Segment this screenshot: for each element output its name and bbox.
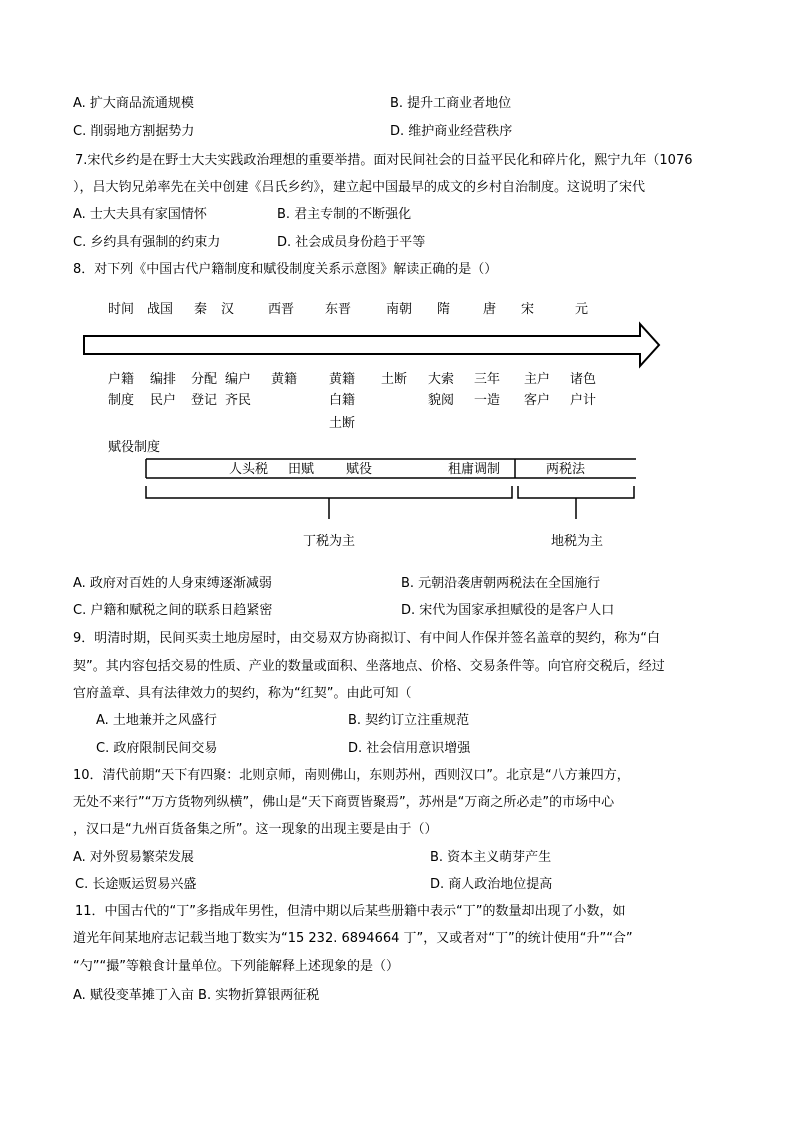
- hukou-label: 白籍: [329, 393, 356, 408]
- hukou-label: 貌阅: [428, 393, 455, 408]
- q7-option-a: A. 士大夫具有家国情怀: [73, 207, 207, 222]
- q9-option-b: B. 契约订立注重规范: [348, 713, 470, 728]
- hukou-label: 大索: [428, 372, 455, 387]
- q6-option-b: B. 提升工商业者地位: [390, 96, 512, 111]
- q8-option-b: B. 元朝沿袭唐朝两税法在全国施行: [401, 576, 601, 591]
- hukou-label: 制度: [108, 393, 135, 408]
- hukou-label: 编排: [150, 372, 177, 387]
- q8-option-d: D. 宋代为国家承担赋役的是客户人口: [401, 603, 615, 618]
- time-label: 秦: [194, 302, 208, 317]
- fuyi-item: 田赋: [288, 462, 315, 477]
- q10-stem-line1: 10．清代前期“天下有四聚：北则京师，南则佛山，东则苏州，西则汉口”。北京是“八方兼四方，: [73, 768, 630, 783]
- timeline-arrow: [84, 324, 659, 366]
- hukou-label: 三年: [474, 372, 501, 387]
- q10-option-b: B. 资本主义萌芽产生: [430, 850, 552, 865]
- q6-option-c: C. 削弱地方割据势力: [73, 124, 195, 139]
- hukou-label: 客户: [524, 393, 551, 408]
- time-label: 唐: [483, 302, 497, 317]
- time-label: 隋: [437, 302, 451, 317]
- hukou-label: 齐民: [225, 393, 252, 408]
- q9-stem-line2: 契”。其内容包括交易的性质、产业的数量或面积、坐落地点、价格、交易条件等。向官府交税后，经过: [73, 659, 665, 674]
- time-label: 汉: [221, 302, 235, 317]
- q6-option-a: A. 扩大商品流通规模: [73, 96, 194, 111]
- hukou-label: 诸色: [570, 372, 597, 387]
- hukou-labels: [108, 371, 596, 431]
- q7-option-b: B. 君主专制的不断强化: [277, 207, 412, 222]
- q9-option-d: D. 社会信用意识增强: [348, 741, 471, 756]
- q10-option-d: D. 商人政治地位提高: [430, 877, 553, 892]
- q8-option-c: C. 户籍和赋税之间的联系日趋紧密: [73, 603, 273, 618]
- q7-option-d: D. 社会成员身份趋于平等: [277, 235, 426, 250]
- q10-stem-line2: 无处不来行”“万方货物列纵横”，佛山是“天下商贾皆聚焉”，苏州是“万商之所必走”的市场中心: [73, 795, 615, 810]
- brace-label-land: 地税为主: [551, 534, 604, 549]
- hukou-label: 民户: [150, 393, 177, 408]
- fuyi-label: 赋役制度: [108, 440, 161, 455]
- hukou-label: 编户: [225, 372, 252, 387]
- time-label: 元: [575, 302, 589, 317]
- q7-stem-line1: 7.宋代乡约是在野士大夫实践政治理想的重要举措。面对民间社会的日益平民化和碎片化，熙宁九年（1076: [75, 153, 693, 168]
- time-label: 东晋: [325, 302, 352, 317]
- q11-options-ab: A. 赋役变革摊丁入亩 B. 实物折算银两征税: [73, 988, 320, 1003]
- fuyi-item: 赋役: [346, 462, 373, 477]
- q9-stem-line3: 官府盖章、具有法律效力的契约，称为“红契”。由此可知（: [73, 686, 412, 701]
- hukou-label: 户计: [570, 393, 597, 408]
- q11-stem-line3: “勺”“撮”等粮食计量单位。下列能解释上述现象的是（）: [73, 959, 399, 974]
- fuyi-item: 人头税: [229, 462, 269, 477]
- hukou-label: 一造: [474, 393, 501, 408]
- hukou-label: 户籍: [108, 372, 135, 387]
- hukou-label: 分配: [191, 372, 218, 387]
- q9-option-c: C. 政府限制民间交易: [96, 741, 218, 756]
- brace-label-ding: 丁税为主: [303, 534, 356, 549]
- hukou-label: 黄籍: [329, 372, 356, 387]
- time-label: 西晋: [268, 302, 295, 317]
- q7-stem-line2: ），吕大钧兄弟率先在关中创建《吕氏乡约》，建立起中国最早的成文的乡村自治制度。这说明了宋代: [73, 180, 646, 195]
- hukou-label: 黄籍: [271, 372, 298, 387]
- brace-ding-tax: [146, 486, 512, 519]
- q8-stem: 8．对下列《中国古代户籍制度和赋役制度关系示意图》解读正确的是（）: [73, 262, 498, 277]
- hukou-label: 土断: [381, 372, 408, 387]
- time-label: 南朝: [386, 302, 413, 317]
- fuyi-item: 租庸调制: [448, 462, 501, 477]
- q11-stem-line2: 道光年间某地府志记载当地丁数实为“15 232. 6894664 丁”，又或者对“丁”的统计使用“升”“合”: [73, 931, 633, 946]
- q9-stem-line1: 9．明清时期，民间买卖土地房屋时，由交易双方协商拟订、有中间人作保并签名盖章的契约，称为“白: [73, 631, 661, 646]
- q8-option-a: A. 政府对百姓的人身束缚逐渐减弱: [73, 576, 272, 591]
- q7-option-c: C. 乡约具有强制的约束力: [73, 235, 221, 250]
- hukou-label: 登记: [191, 393, 218, 408]
- brace-land-tax: [518, 486, 634, 519]
- q10-option-a: A. 对外贸易繁荣发展: [73, 850, 194, 865]
- q10-option-c: C. 长途贩运贸易兴盛: [75, 877, 197, 892]
- time-label: 战国: [147, 302, 174, 317]
- q9-option-a: A. 土地兼并之风盛行: [96, 713, 217, 728]
- hukou-label: 土断: [329, 416, 356, 431]
- q6-option-d: D. 维护商业经营秩序: [390, 124, 513, 139]
- q10-stem-line3: ，汉口是“九州百货备集之所”。这一现象的出现主要是由于（）: [73, 822, 438, 837]
- time-label: 时间: [108, 302, 135, 317]
- fuyi-item: 两税法: [546, 462, 586, 477]
- time-label: 宋: [521, 302, 535, 317]
- time-labels: [108, 301, 588, 317]
- q11-stem-line1: 11．中国古代的“丁”多指成年男性，但清中期以后某些册籍中表示“丁”的数量却出现了小数，如: [75, 904, 626, 919]
- hukou-label: 主户: [524, 372, 551, 387]
